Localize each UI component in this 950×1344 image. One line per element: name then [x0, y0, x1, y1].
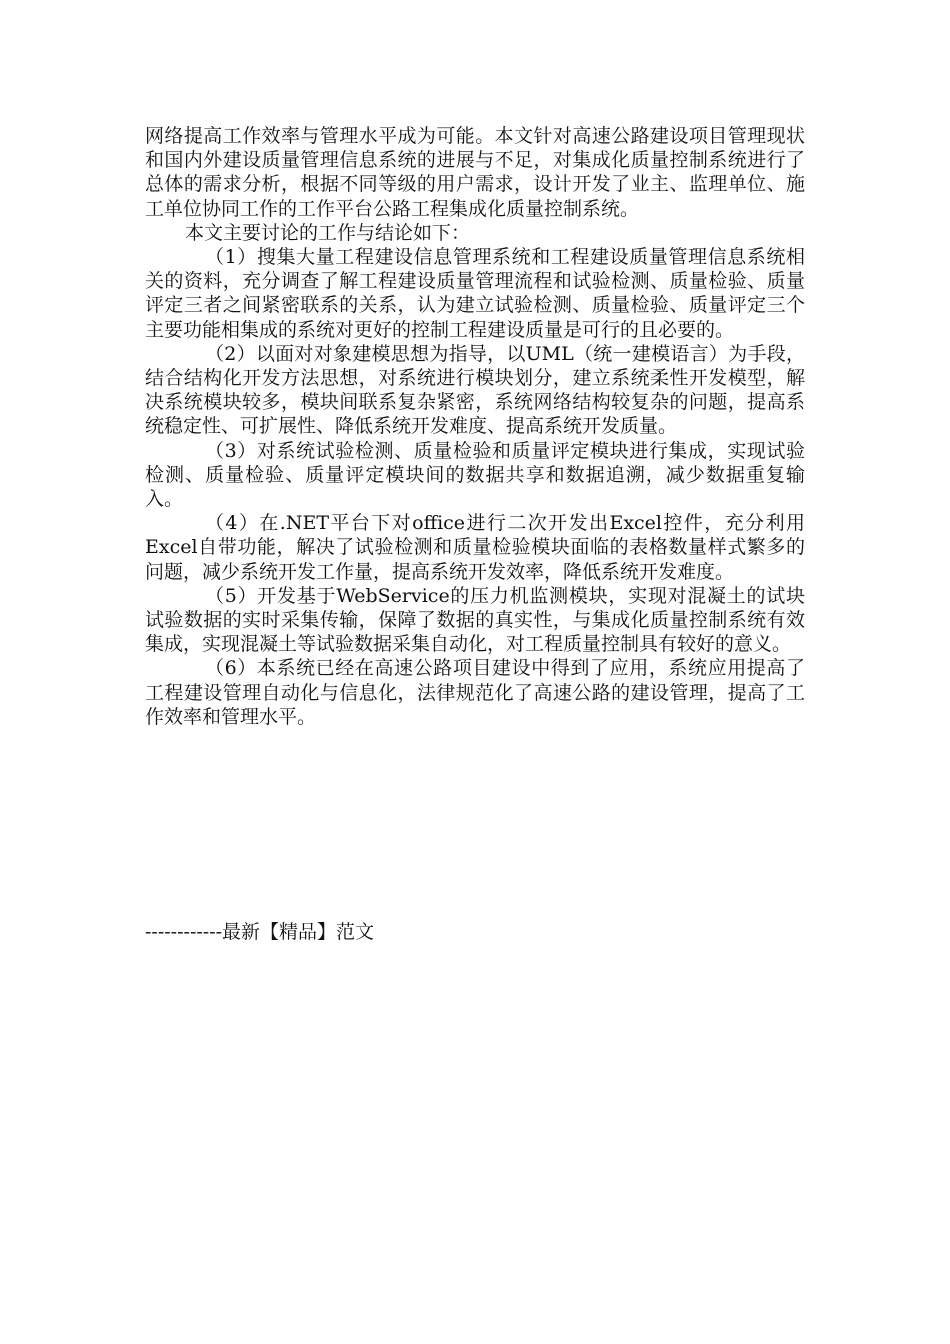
footer-text: ------------最新【精品】范文 [145, 921, 375, 943]
paragraph-point-1: （1）搜集大量工程建设信息管理系统和工程建设质量管理信息系统相关的资料，充分调查了解工程建设质量管理流程和试验检测、质量检验、质量评定三者之间紧密联系的关系，认为建立试验检测、质量检验、质量评定三个主要功能相集成的系统对更好的控制工程建设质量是可行的且必要的。 [145, 246, 805, 341]
document-body [145, 124, 805, 729]
paragraph-intro: 网络提高工作效率与管理水平成为可能。本文针对高速公路建设项目管理现状和国内外建设质量管理信息系统的进展与不足，对集成化质量控制系统进行了总体的需求分析，根据不同等级的用户需求，设计开发了业主、监理单位、施工单位协同工作的工作平台公路工程集成化质量控制系统。 [145, 125, 805, 220]
paragraph-point-6: （6）本系统已经在高速公路项目建设中得到了应用，系统应用提高了工程建设管理自动化与信息化，法律规范化了高速公路的建设管理，提高了工作效率和管理水平。 [145, 657, 805, 728]
paragraph-point-2: （2）以面对对象建模思想为指导，以UML（统一建模语言）为手段，结合结构化开发方法思想，对系统进行模块划分，建立系统柔性开发模型，解决系统模块较多，模块间联系复杂紧密，系统网络结构较复杂的问题，提高系统稳定性、可扩展性、降低系统开发难度、提高系统开发质量。 [145, 342, 805, 438]
paragraph-point-3: （3）对系统试验检测、质量检验和质量评定模块进行集成，实现试验检测、质量检验、质量评定模块间的数据共享和数据追溯，减少数据重复输入。 [145, 439, 805, 511]
paragraph-point-4: （4）在.NET平台下对office进行二次开发出Excel控件，充分利用Excel自带功能，解决了试验检测和质量检验模块面临的表格数量样式繁多的问题，减少系统开发工作量，提高系统开发效率，降低系统开发难度。 [145, 512, 805, 583]
paragraph-point-5: （5）开发基于WebService的压力机监测模块，实现对混凝土的试块试验数据的实时采集传输，保障了数据的真实性，与集成化质量控制系统有效集成，实现混凝土等试验数据采集自动化，对工程质量控制具有较好的意义。 [145, 584, 805, 656]
paragraph-summary-heading: 本文主要讨论的工作与结论如下： [185, 221, 471, 244]
